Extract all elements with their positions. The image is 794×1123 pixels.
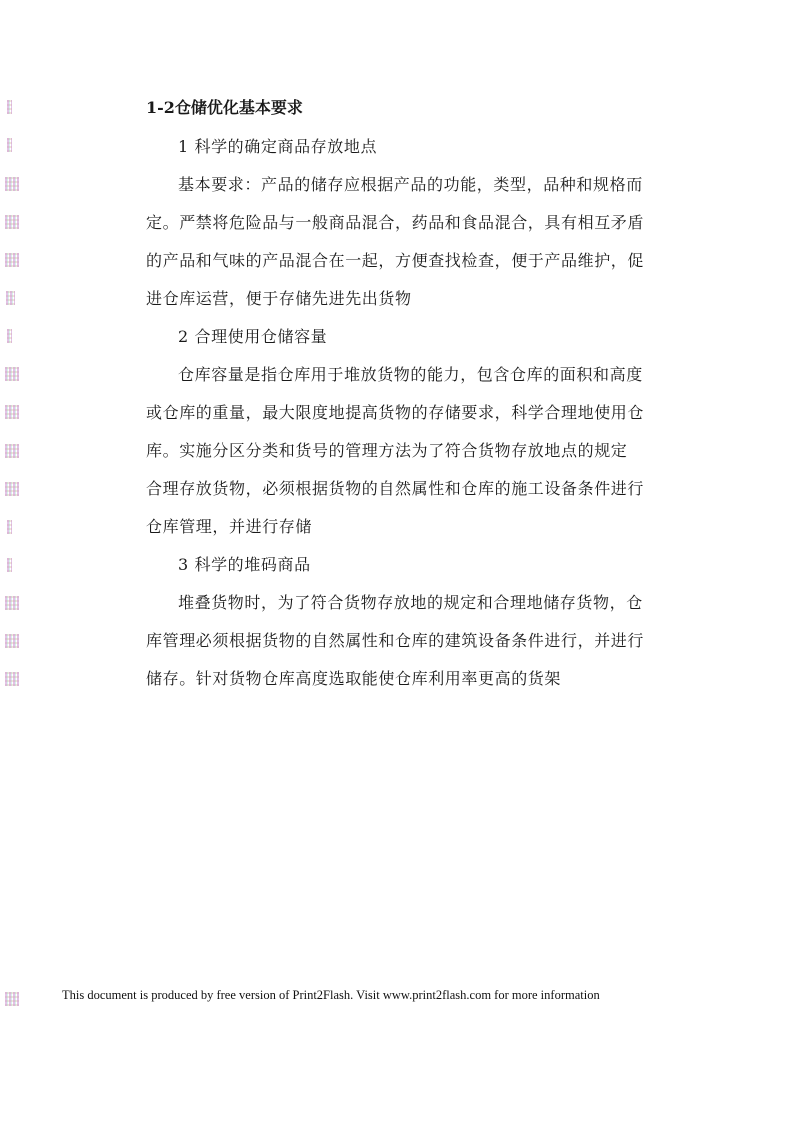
margin-artifact [5, 215, 19, 229]
text-line: 堆叠货物时，为了符合货物存放地的规定和合理地储存货物，仓 [178, 593, 643, 612]
margin-artifact [5, 405, 19, 419]
text-line: 或仓库的重量，最大限度地提高货物的存储要求，科学合理地使用仓 [146, 403, 645, 422]
margin-artifact [7, 329, 12, 343]
section-heading: 1-2仓储优化基本要求 [146, 98, 303, 117]
margin-artifact [6, 291, 15, 305]
text-line: 1 科学的确定商品存放地点 [178, 137, 378, 156]
margin-artifact [7, 138, 12, 152]
margin-artifact [5, 367, 19, 381]
margin-artifact [7, 100, 12, 114]
text-line: 合理存放货物，必须根据货物的自然属性和仓库的施工设备条件进行 [146, 479, 645, 498]
margin-artifact [5, 253, 19, 267]
margin-artifact [5, 482, 19, 496]
margin-artifact [5, 992, 19, 1006]
margin-artifact [5, 634, 19, 648]
margin-artifact [7, 558, 12, 572]
margin-artifact [5, 444, 19, 458]
text-line: 仓库管理，并进行存储 [146, 517, 313, 536]
text-line: 基本要求：产品的储存应根据产品的功能，类型，品种和规格而 [178, 175, 643, 194]
watermark-footer: This document is produced by free version of Print2Flash. Visit www.print2flash.com for more information [62, 988, 600, 1002]
text-line: 仓库容量是指仓库用于堆放货物的能力，包含仓库的面积和高度 [178, 365, 643, 384]
text-line: 储存。针对货物仓库高度选取能使仓库利用率更高的货架 [146, 669, 562, 688]
text-line: 的产品和气味的产品混合在一起，方便查找检查，便于产品维护，促 [146, 251, 645, 270]
margin-artifact [7, 520, 12, 534]
margin-artifact [5, 596, 19, 610]
text-line: 3 科学的堆码商品 [178, 555, 311, 574]
text-line: 2 合理使用仓储容量 [178, 327, 328, 346]
text-line: 库。实施分区分类和货号的管理方法为了符合货物存放地点的规定 [146, 441, 628, 460]
text-line: 库管理必须根据货物的自然属性和仓库的建筑设备条件进行，并进行 [146, 631, 645, 650]
text-line: 定。严禁将危险品与一般商品混合，药品和食品混合，具有相互矛盾 [146, 213, 645, 232]
margin-artifact [5, 177, 19, 191]
text-line: 进仓库运营，便于存储先进先出货物 [146, 289, 412, 308]
margin-artifact [5, 672, 19, 686]
